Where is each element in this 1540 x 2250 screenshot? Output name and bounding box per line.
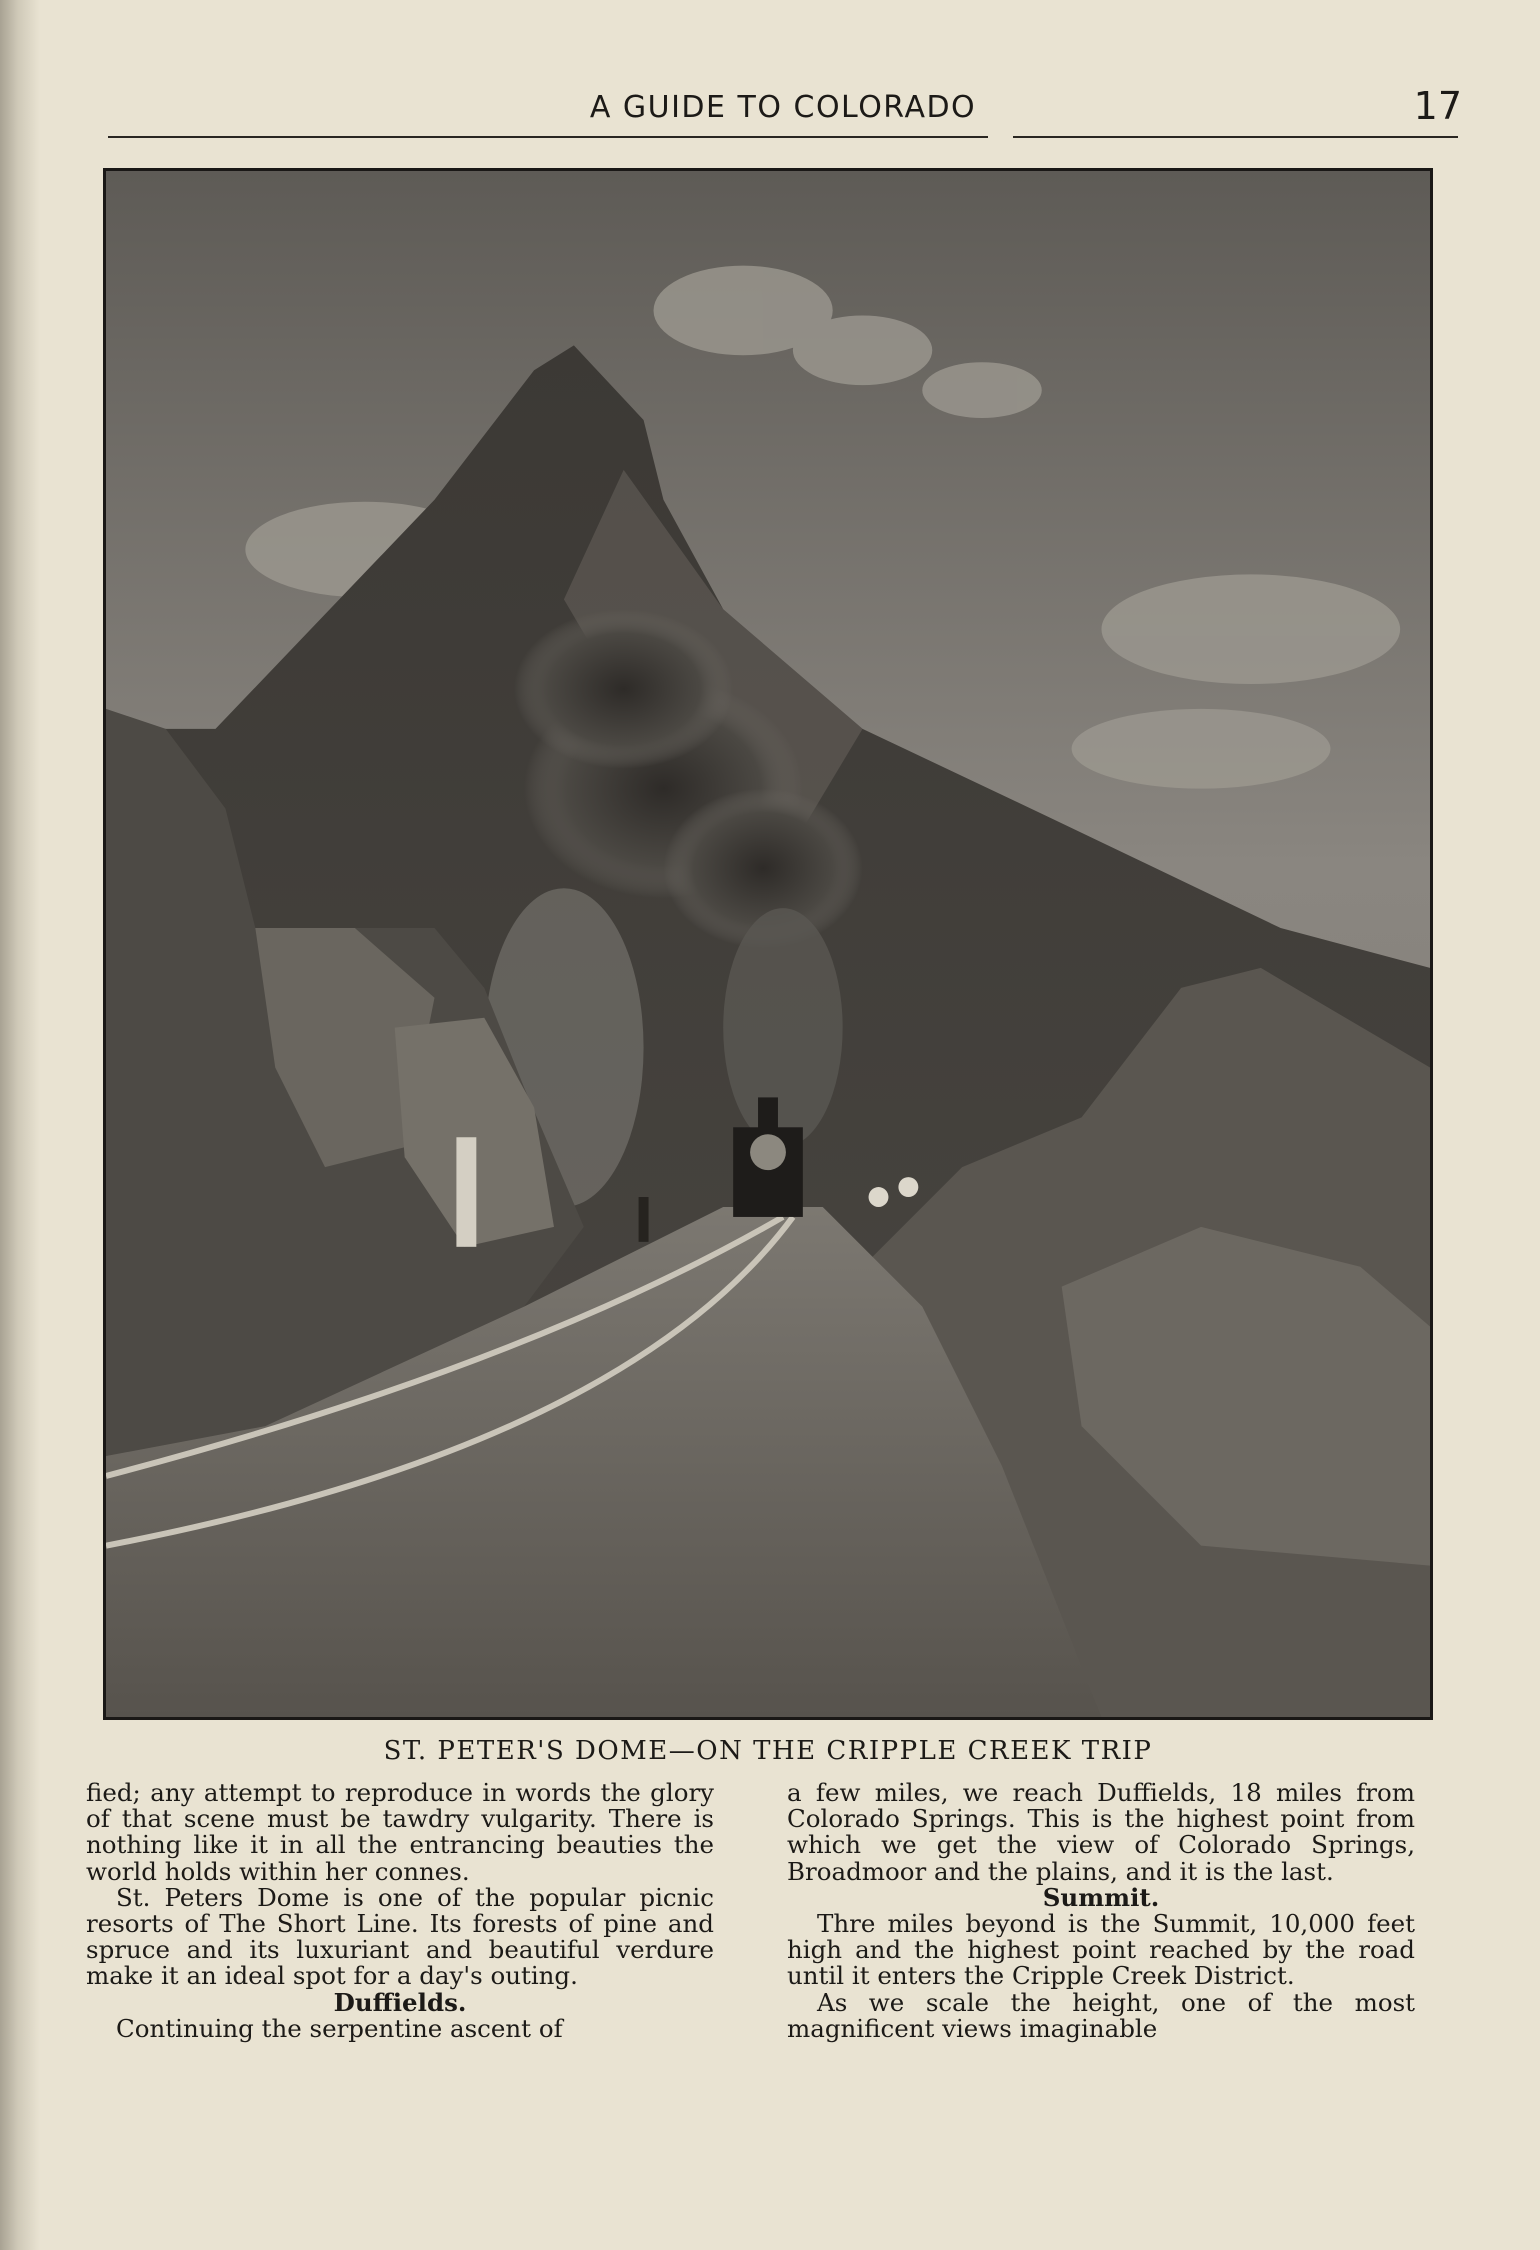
paragraph: fied; any attempt to reproduce in words the glory of that scene must be tawdry vulgarity. There is nothing like it in all the entrancing beauties the world holds within her connes. <box>86 1778 714 1886</box>
paragraph: Thre miles beyond is the Summit, 10,000 feet high and the highest point reached by the road until it enters the Cripple Creek District. <box>787 1909 1415 1991</box>
text-column-left <box>86 1780 714 2042</box>
page-number: 17 <box>1413 84 1462 128</box>
paragraph: As we scale the height, one of the most magnificent views imaginable <box>787 1987 1415 2043</box>
section-heading: Duffields. <box>333 1987 467 2017</box>
running-title: A GUIDE TO COLORADO <box>589 90 977 125</box>
text-column-right <box>787 1780 1415 2042</box>
binding-gutter <box>0 0 40 2250</box>
paragraph: St. Peters Dome is one of the popular picnic resorts of The Short Line. Its forests of pine and spruce and its luxuriant and beautiful verdure make it an ideal spot for a day's outing. <box>86 1882 714 1991</box>
paragraph: a few miles, we reach Duffields, 18 miles from Colorado Springs. This is the highest point from which we get the view of Colorado Springs, Broadmoor and the plains, and it is the last. <box>787 1778 1415 1886</box>
photo-illustration <box>106 171 1430 1717</box>
figure-caption: ST. PETER'S DOME—ON THE CRIPPLE CREEK TRIP <box>383 1736 1153 1766</box>
header-rule <box>108 136 988 138</box>
header-rule <box>1013 136 1458 138</box>
paragraph: Continuing the serpentine ascent of <box>116 2013 563 2043</box>
photograph <box>103 168 1433 1720</box>
page-header <box>108 78 1462 138</box>
section-heading: Summit. <box>1042 1882 1160 1912</box>
